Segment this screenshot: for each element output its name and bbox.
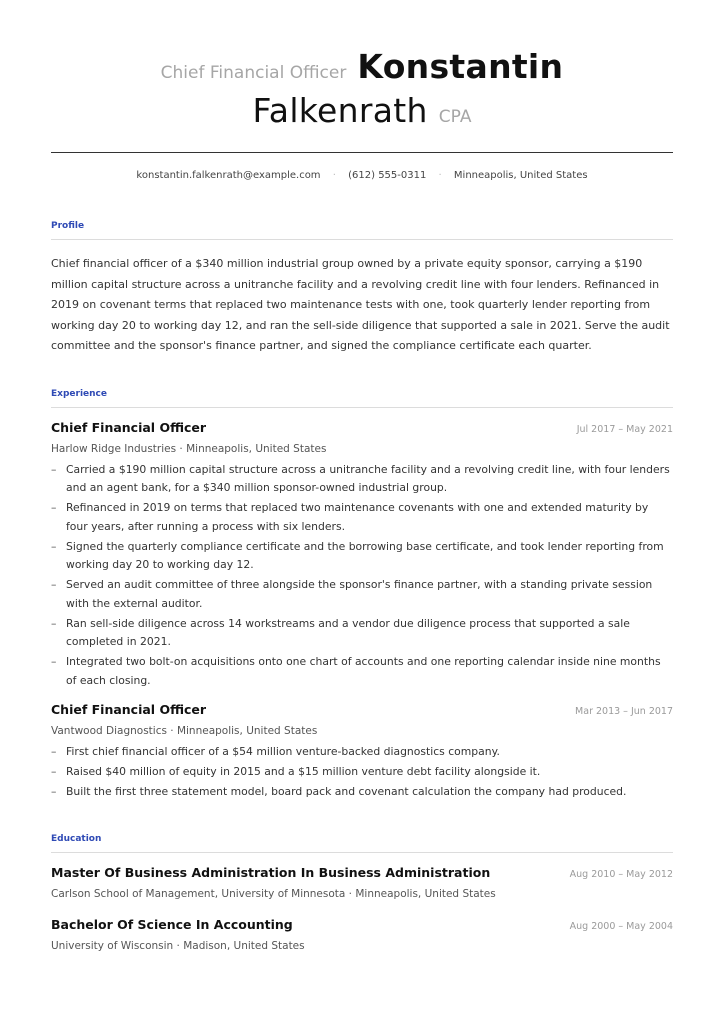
last-name: Falkenrath <box>252 91 428 130</box>
school-name: University of Wisconsin · Madison, United States <box>51 939 305 952</box>
job-position: Chief Financial Officer <box>51 419 207 435</box>
job-title: Chief Financial Officer <box>160 63 347 83</box>
job-bullets <box>51 743 673 802</box>
resume-page <box>51 0 673 955</box>
job-entry <box>51 702 673 802</box>
resume-header <box>51 0 673 153</box>
job-dates: Mar 2013 – Jun 2017 <box>575 706 673 717</box>
credential: CPA <box>438 107 472 127</box>
job-bullets <box>51 461 673 691</box>
section-heading-profile: Profile <box>51 221 673 240</box>
job-header <box>51 702 673 722</box>
name-line-1 <box>51 48 673 92</box>
contact-separator: · <box>332 170 336 181</box>
bullet-item: – Integrated two bolt-on acquisitions onto one chart of accounts and one reporting calendar inside nine months of each closing. <box>51 653 673 690</box>
contact-email[interactable]: konstantin.falkenrath@example.com <box>136 170 321 181</box>
bullet-item: – Served an audit committee of three alongside the sponsor's finance partner, with a standing private session with the external auditor. <box>51 576 673 613</box>
job-entry <box>51 420 673 691</box>
contact-line <box>51 169 673 189</box>
job-position: Chief Financial Officer <box>51 702 207 717</box>
education-dates: Aug 2000 – May 2004 <box>569 920 673 932</box>
education-dates: Aug 2010 – May 2012 <box>569 868 673 880</box>
name-line-2 <box>51 92 673 136</box>
job-header <box>51 420 673 440</box>
education-entry <box>51 865 673 903</box>
contact-location: Minneapolis, United States <box>453 170 588 181</box>
education-header <box>51 917 673 937</box>
bullet-item: – Carried a $190 million capital structure across a unitranche facility and a revolving credit line, with four lenders and an agent bank, for a $340 million sponsor-owned industrial group. <box>51 461 673 498</box>
contact-phone[interactable]: (612) 555-0311 <box>348 170 427 181</box>
bullet-item: – Built the first three statement model, board pack and covenant calculation the company had produced. <box>51 783 673 802</box>
degree-title: Bachelor Of Science In Accounting <box>51 916 293 932</box>
section-heading-experience: Experience <box>51 389 673 408</box>
bullet-item: – First chief financial officer of a $54 million venture-backed diagnostics company. <box>51 743 673 762</box>
education-entry <box>51 917 673 955</box>
bullet-item: – Raised $40 million of equity in 2015 and a $15 million venture debt facility alongside it. <box>51 763 673 782</box>
profile-summary: Chief financial officer of a $340 million industrial group owned by a private equity sponsor, carrying a $190 million capital structure across a unitranche facility and a revolving credit line with four lenders. Refinanced in 2019 on covenant terms that replaced two maintenance tests with one, took quarterly lender reporting from working day 20 to working day 12, and ran the sell-side diligence that supported a sale in 2021. Serve the audit committee and the sponsor's finance partner, and signed the compliance certificate each quarter. <box>51 257 670 352</box>
education-header <box>51 865 673 885</box>
bullet-item: – Refinanced in 2019 on terms that replaced two maintenance covenants with one and extended maturity by four years, after running a process with six lenders. <box>51 499 673 536</box>
section-heading-education: Education <box>51 834 673 853</box>
bullet-item: – Ran sell-side diligence across 14 workstreams and a vendor due diligence process that supported a sale completed in 2021. <box>51 615 673 652</box>
job-company: Harlow Ridge Industries · Minneapolis, United States <box>51 442 327 455</box>
contact-separator: · <box>438 170 442 181</box>
degree-title: Master Of Business Administration In Business Administration <box>51 864 491 880</box>
job-company: Vantwood Diagnostics · Minneapolis, United States <box>51 725 318 737</box>
school-name: Carlson School of Management, University of Minnesota · Minneapolis, United States <box>51 887 496 900</box>
first-name: Konstantin <box>357 47 564 86</box>
bullet-item: – Signed the quarterly compliance certificate and the borrowing base certificate, and took lender reporting from working day 20 to working day 12. <box>51 538 673 575</box>
job-dates: Jul 2017 – May 2021 <box>576 423 673 435</box>
